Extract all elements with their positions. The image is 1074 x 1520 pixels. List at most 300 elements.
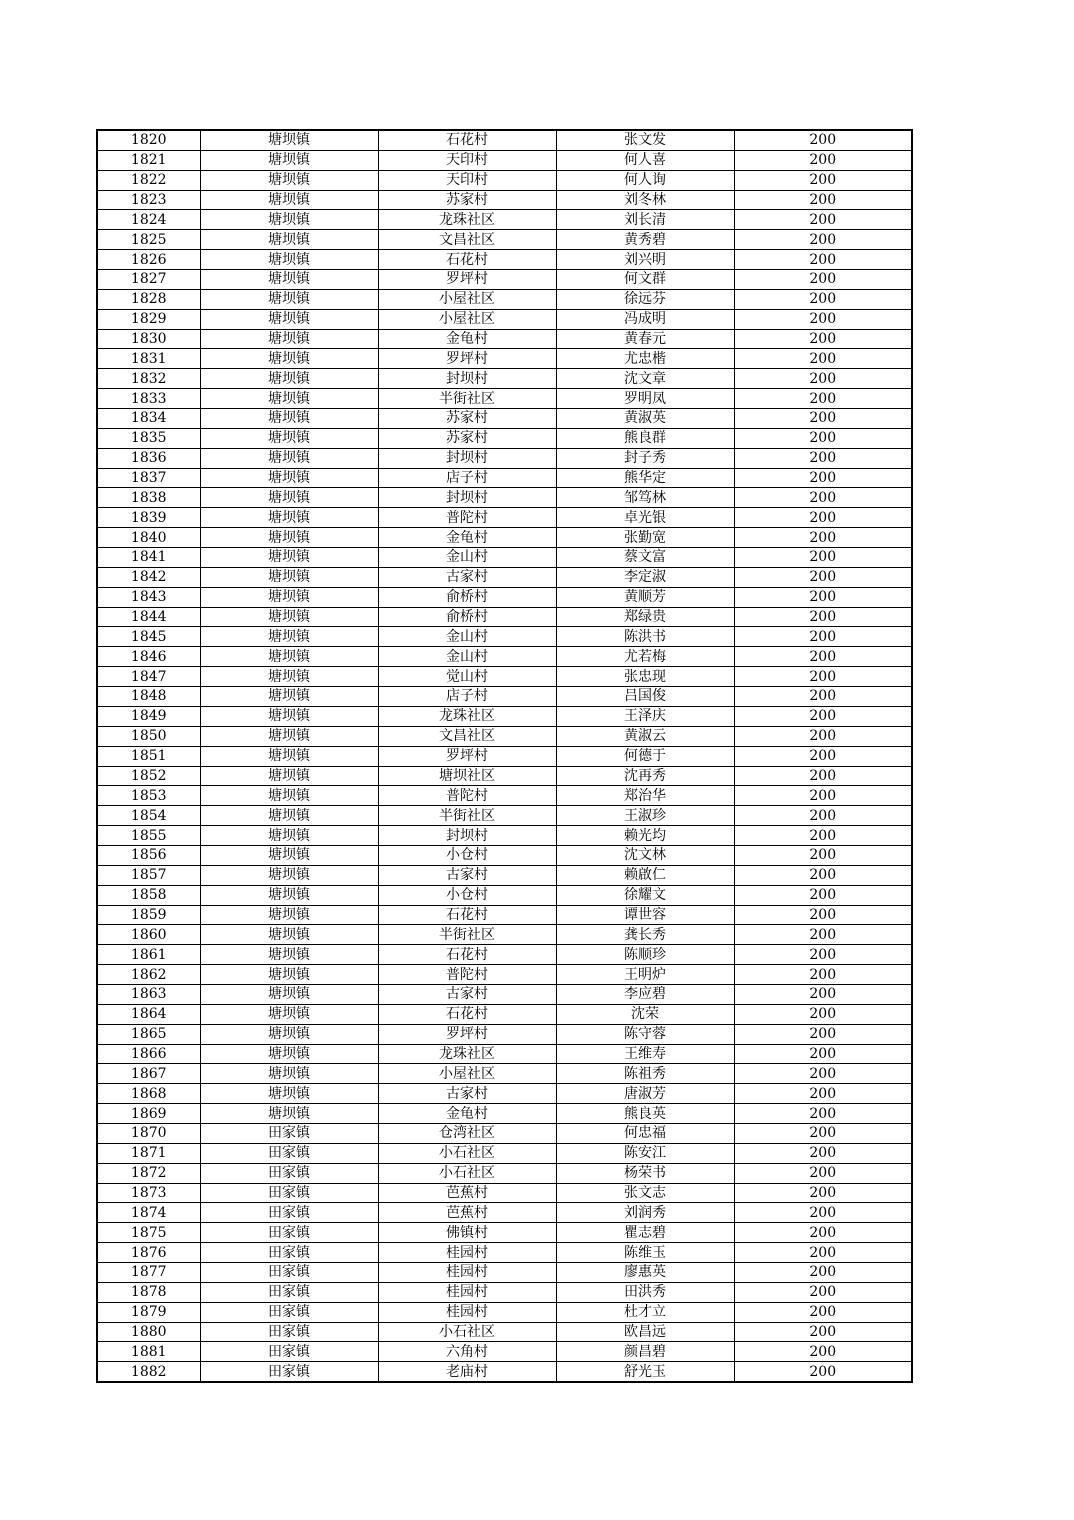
- name-cell: 黄淑云: [556, 726, 734, 746]
- table-row: [97, 885, 912, 905]
- row-number-cell: 1831: [97, 349, 200, 369]
- town-cell: 塘坝镇: [200, 925, 378, 945]
- table-row: [97, 726, 912, 746]
- village-cell: 文昌社区: [378, 230, 556, 250]
- name-cell: 熊良群: [556, 428, 734, 448]
- table-row: [97, 190, 912, 210]
- village-cell: 文昌社区: [378, 726, 556, 746]
- table-row: [97, 1044, 912, 1064]
- amount-cell: 200: [734, 945, 912, 965]
- table-row: [97, 230, 912, 250]
- name-cell: 王维寿: [556, 1044, 734, 1064]
- table-row: [97, 1223, 912, 1243]
- name-cell: 刘冬林: [556, 190, 734, 210]
- village-cell: 塘坝社区: [378, 766, 556, 786]
- town-cell: 塘坝镇: [200, 230, 378, 250]
- name-cell: 张勤宽: [556, 528, 734, 548]
- village-cell: 小屋社区: [378, 1064, 556, 1084]
- name-cell: 何人喜: [556, 150, 734, 170]
- table-row: [97, 389, 912, 409]
- amount-cell: 200: [734, 548, 912, 568]
- amount-cell: 200: [734, 1282, 912, 1302]
- village-cell: 仓湾社区: [378, 1123, 556, 1143]
- name-cell: 沈文林: [556, 845, 734, 865]
- village-cell: 封坝村: [378, 448, 556, 468]
- row-number-cell: 1847: [97, 667, 200, 687]
- town-cell: 塘坝镇: [200, 567, 378, 587]
- table-row: [97, 806, 912, 826]
- row-number-cell: 1824: [97, 210, 200, 230]
- name-cell: 李定淑: [556, 567, 734, 587]
- name-cell: 张文志: [556, 1183, 734, 1203]
- row-number-cell: 1838: [97, 488, 200, 508]
- row-number-cell: 1882: [97, 1362, 200, 1382]
- amount-cell: 200: [734, 1223, 912, 1243]
- village-cell: 小石社区: [378, 1322, 556, 1342]
- table-row: [97, 1203, 912, 1223]
- town-cell: 塘坝镇: [200, 627, 378, 647]
- village-cell: 半街社区: [378, 925, 556, 945]
- name-cell: 冯成明: [556, 309, 734, 329]
- row-number-cell: 1840: [97, 528, 200, 548]
- name-cell: 吕国俊: [556, 687, 734, 707]
- town-cell: 塘坝镇: [200, 826, 378, 846]
- table-row: [97, 548, 912, 568]
- village-cell: 封坝村: [378, 826, 556, 846]
- name-cell: 瞿志碧: [556, 1223, 734, 1243]
- village-cell: 半街社区: [378, 806, 556, 826]
- amount-cell: 200: [734, 845, 912, 865]
- amount-cell: 200: [734, 190, 912, 210]
- row-number-cell: 1864: [97, 1004, 200, 1024]
- village-cell: 封坝村: [378, 488, 556, 508]
- town-cell: 塘坝镇: [200, 786, 378, 806]
- village-cell: 小石社区: [378, 1163, 556, 1183]
- village-cell: 石花村: [378, 905, 556, 925]
- name-cell: 舒光玉: [556, 1362, 734, 1382]
- village-cell: 金龟村: [378, 1104, 556, 1124]
- name-cell: 熊良英: [556, 1104, 734, 1124]
- amount-cell: 200: [734, 1143, 912, 1163]
- name-cell: 王泽庆: [556, 706, 734, 726]
- town-cell: 田家镇: [200, 1143, 378, 1163]
- row-number-cell: 1845: [97, 627, 200, 647]
- amount-cell: 200: [734, 130, 912, 150]
- name-cell: 卓光银: [556, 508, 734, 528]
- name-cell: 欧昌远: [556, 1322, 734, 1342]
- name-cell: 黄秀碧: [556, 230, 734, 250]
- table-row: [97, 945, 912, 965]
- town-cell: 塘坝镇: [200, 349, 378, 369]
- town-cell: 塘坝镇: [200, 1084, 378, 1104]
- table-row: [97, 270, 912, 290]
- amount-cell: 200: [734, 826, 912, 846]
- table-row: [97, 567, 912, 587]
- row-number-cell: 1832: [97, 369, 200, 389]
- village-cell: 小仓村: [378, 845, 556, 865]
- town-cell: 塘坝镇: [200, 865, 378, 885]
- village-cell: 龙珠社区: [378, 706, 556, 726]
- village-cell: 金龟村: [378, 528, 556, 548]
- row-number-cell: 1881: [97, 1342, 200, 1362]
- table-row: [97, 607, 912, 627]
- amount-cell: 200: [734, 786, 912, 806]
- row-number-cell: 1877: [97, 1262, 200, 1282]
- amount-cell: 200: [734, 1123, 912, 1143]
- town-cell: 塘坝镇: [200, 806, 378, 826]
- village-cell: 六角村: [378, 1342, 556, 1362]
- name-cell: 徐耀文: [556, 885, 734, 905]
- row-number-cell: 1874: [97, 1203, 200, 1223]
- row-number-cell: 1841: [97, 548, 200, 568]
- village-cell: 龙珠社区: [378, 210, 556, 230]
- town-cell: 塘坝镇: [200, 845, 378, 865]
- town-cell: 塘坝镇: [200, 746, 378, 766]
- village-cell: 俞桥村: [378, 607, 556, 627]
- amount-cell: 200: [734, 289, 912, 309]
- table-row: [97, 766, 912, 786]
- name-cell: 田洪秀: [556, 1282, 734, 1302]
- amount-cell: 200: [734, 409, 912, 429]
- table-row: [97, 746, 912, 766]
- table-row: [97, 965, 912, 985]
- table-row: [97, 448, 912, 468]
- row-number-cell: 1843: [97, 587, 200, 607]
- village-cell: 罗坪村: [378, 1024, 556, 1044]
- name-cell: 沈荣: [556, 1004, 734, 1024]
- row-number-cell: 1870: [97, 1123, 200, 1143]
- town-cell: 塘坝镇: [200, 548, 378, 568]
- table-row: [97, 468, 912, 488]
- row-number-cell: 1839: [97, 508, 200, 528]
- village-cell: 天印村: [378, 150, 556, 170]
- amount-cell: 200: [734, 1064, 912, 1084]
- village-cell: 小仓村: [378, 885, 556, 905]
- row-number-cell: 1835: [97, 428, 200, 448]
- amount-cell: 200: [734, 329, 912, 349]
- town-cell: 塘坝镇: [200, 647, 378, 667]
- table-row: [97, 1362, 912, 1382]
- town-cell: 塘坝镇: [200, 309, 378, 329]
- table-row: [97, 1024, 912, 1044]
- town-cell: 塘坝镇: [200, 428, 378, 448]
- row-number-cell: 1830: [97, 329, 200, 349]
- amount-cell: 200: [734, 726, 912, 746]
- town-cell: 塘坝镇: [200, 1104, 378, 1124]
- row-number-cell: 1876: [97, 1243, 200, 1263]
- village-cell: 觉山村: [378, 667, 556, 687]
- name-cell: 尤若梅: [556, 647, 734, 667]
- row-number-cell: 1875: [97, 1223, 200, 1243]
- village-cell: 古家村: [378, 567, 556, 587]
- table-row: [97, 905, 912, 925]
- amount-cell: 200: [734, 1302, 912, 1322]
- name-cell: 陈顺珍: [556, 945, 734, 965]
- village-cell: 芭蕉村: [378, 1183, 556, 1203]
- town-cell: 塘坝镇: [200, 369, 378, 389]
- row-number-cell: 1850: [97, 726, 200, 746]
- town-cell: 塘坝镇: [200, 726, 378, 746]
- amount-cell: 200: [734, 1183, 912, 1203]
- village-cell: 普陀村: [378, 508, 556, 528]
- town-cell: 塘坝镇: [200, 508, 378, 528]
- table-row: [97, 984, 912, 1004]
- town-cell: 田家镇: [200, 1322, 378, 1342]
- name-cell: 陈守蓉: [556, 1024, 734, 1044]
- town-cell: 塘坝镇: [200, 1064, 378, 1084]
- village-cell: 佛镇村: [378, 1223, 556, 1243]
- town-cell: 塘坝镇: [200, 1004, 378, 1024]
- amount-cell: 200: [734, 508, 912, 528]
- town-cell: 塘坝镇: [200, 409, 378, 429]
- amount-cell: 200: [734, 865, 912, 885]
- village-cell: 半街社区: [378, 389, 556, 409]
- village-cell: 芭蕉村: [378, 1203, 556, 1223]
- village-cell: 苏家村: [378, 409, 556, 429]
- town-cell: 塘坝镇: [200, 945, 378, 965]
- row-number-cell: 1863: [97, 984, 200, 1004]
- village-cell: 封坝村: [378, 369, 556, 389]
- name-cell: 王明炉: [556, 965, 734, 985]
- table-row: [97, 1104, 912, 1124]
- town-cell: 塘坝镇: [200, 270, 378, 290]
- name-cell: 何文群: [556, 270, 734, 290]
- amount-cell: 200: [734, 230, 912, 250]
- village-cell: 天印村: [378, 170, 556, 190]
- name-cell: 黄春元: [556, 329, 734, 349]
- village-cell: 桂园村: [378, 1302, 556, 1322]
- amount-cell: 200: [734, 1243, 912, 1263]
- amount-cell: 200: [734, 984, 912, 1004]
- village-cell: 古家村: [378, 1084, 556, 1104]
- table-row: [97, 1243, 912, 1263]
- village-cell: 龙珠社区: [378, 1044, 556, 1064]
- name-cell: 郑治华: [556, 786, 734, 806]
- amount-cell: 200: [734, 448, 912, 468]
- town-cell: 塘坝镇: [200, 130, 378, 150]
- town-cell: 田家镇: [200, 1163, 378, 1183]
- village-cell: 小屋社区: [378, 309, 556, 329]
- amount-cell: 200: [734, 210, 912, 230]
- row-number-cell: 1860: [97, 925, 200, 945]
- table-row: [97, 1322, 912, 1342]
- village-cell: 石花村: [378, 1004, 556, 1024]
- name-cell: 刘兴明: [556, 250, 734, 270]
- name-cell: 赖光均: [556, 826, 734, 846]
- table-row: [97, 1342, 912, 1362]
- village-cell: 古家村: [378, 865, 556, 885]
- name-cell: 陈洪书: [556, 627, 734, 647]
- row-number-cell: 1865: [97, 1024, 200, 1044]
- name-cell: 封子秀: [556, 448, 734, 468]
- table-row: [97, 1302, 912, 1322]
- amount-cell: 200: [734, 647, 912, 667]
- amount-cell: 200: [734, 1362, 912, 1382]
- row-number-cell: 1825: [97, 230, 200, 250]
- table-row: [97, 587, 912, 607]
- name-cell: 杨荣书: [556, 1163, 734, 1183]
- town-cell: 田家镇: [200, 1203, 378, 1223]
- town-cell: 塘坝镇: [200, 150, 378, 170]
- row-number-cell: 1862: [97, 965, 200, 985]
- name-cell: 邹笃林: [556, 488, 734, 508]
- name-cell: 唐淑芳: [556, 1084, 734, 1104]
- village-cell: 店子村: [378, 687, 556, 707]
- village-cell: 苏家村: [378, 190, 556, 210]
- village-cell: 普陀村: [378, 965, 556, 985]
- row-number-cell: 1871: [97, 1143, 200, 1163]
- town-cell: 塘坝镇: [200, 905, 378, 925]
- table-row: [97, 210, 912, 230]
- town-cell: 田家镇: [200, 1362, 378, 1382]
- row-number-cell: 1837: [97, 468, 200, 488]
- table-row: [97, 1262, 912, 1282]
- row-number-cell: 1872: [97, 1163, 200, 1183]
- name-cell: 沈再秀: [556, 766, 734, 786]
- name-cell: 郑绿贵: [556, 607, 734, 627]
- town-cell: 塘坝镇: [200, 687, 378, 707]
- amount-cell: 200: [734, 488, 912, 508]
- row-number-cell: 1844: [97, 607, 200, 627]
- name-cell: 徐远芬: [556, 289, 734, 309]
- town-cell: 田家镇: [200, 1262, 378, 1282]
- row-number-cell: 1834: [97, 409, 200, 429]
- row-number-cell: 1857: [97, 865, 200, 885]
- name-cell: 杜才立: [556, 1302, 734, 1322]
- table-row: [97, 428, 912, 448]
- table-row: [97, 1084, 912, 1104]
- amount-cell: 200: [734, 1004, 912, 1024]
- village-cell: 金龟村: [378, 329, 556, 349]
- table-row: [97, 706, 912, 726]
- row-number-cell: 1878: [97, 1282, 200, 1302]
- row-number-cell: 1880: [97, 1322, 200, 1342]
- name-cell: 熊华定: [556, 468, 734, 488]
- row-number-cell: 1859: [97, 905, 200, 925]
- table-row: [97, 170, 912, 190]
- amount-cell: 200: [734, 687, 912, 707]
- name-cell: 尤忠楷: [556, 349, 734, 369]
- row-number-cell: 1846: [97, 647, 200, 667]
- table-row: [97, 826, 912, 846]
- amount-cell: 200: [734, 607, 912, 627]
- amount-cell: 200: [734, 925, 912, 945]
- row-number-cell: 1833: [97, 389, 200, 409]
- village-cell: 老庙村: [378, 1362, 556, 1382]
- town-cell: 塘坝镇: [200, 1024, 378, 1044]
- name-cell: 黄顺芳: [556, 587, 734, 607]
- table-row: [97, 865, 912, 885]
- table-row: [97, 627, 912, 647]
- town-cell: 田家镇: [200, 1243, 378, 1263]
- amount-cell: 200: [734, 1044, 912, 1064]
- town-cell: 塘坝镇: [200, 170, 378, 190]
- town-cell: 塘坝镇: [200, 329, 378, 349]
- village-cell: 金山村: [378, 647, 556, 667]
- amount-cell: 200: [734, 1163, 912, 1183]
- village-cell: 金山村: [378, 548, 556, 568]
- table-row: [97, 1183, 912, 1203]
- village-cell: 桂园村: [378, 1262, 556, 1282]
- town-cell: 塘坝镇: [200, 448, 378, 468]
- name-cell: 蔡文富: [556, 548, 734, 568]
- amount-cell: 200: [734, 905, 912, 925]
- row-number-cell: 1854: [97, 806, 200, 826]
- village-cell: 罗坪村: [378, 270, 556, 290]
- town-cell: 塘坝镇: [200, 289, 378, 309]
- amount-cell: 200: [734, 587, 912, 607]
- row-number-cell: 1866: [97, 1044, 200, 1064]
- town-cell: 塘坝镇: [200, 885, 378, 905]
- town-cell: 塘坝镇: [200, 965, 378, 985]
- amount-cell: 200: [734, 428, 912, 448]
- row-number-cell: 1873: [97, 1183, 200, 1203]
- town-cell: 塘坝镇: [200, 706, 378, 726]
- town-cell: 塘坝镇: [200, 389, 378, 409]
- amount-cell: 200: [734, 309, 912, 329]
- amount-cell: 200: [734, 1084, 912, 1104]
- town-cell: 塘坝镇: [200, 607, 378, 627]
- row-number-cell: 1851: [97, 746, 200, 766]
- name-cell: 罗明凤: [556, 389, 734, 409]
- table-row: [97, 289, 912, 309]
- row-number-cell: 1836: [97, 448, 200, 468]
- amount-cell: 200: [734, 1322, 912, 1342]
- village-cell: 石花村: [378, 945, 556, 965]
- row-number-cell: 1869: [97, 1104, 200, 1124]
- town-cell: 塘坝镇: [200, 528, 378, 548]
- row-number-cell: 1826: [97, 250, 200, 270]
- table-row: [97, 488, 912, 508]
- table-row: [97, 329, 912, 349]
- row-number-cell: 1827: [97, 270, 200, 290]
- village-cell: 金山村: [378, 627, 556, 647]
- row-number-cell: 1842: [97, 567, 200, 587]
- amount-cell: 200: [734, 885, 912, 905]
- row-number-cell: 1868: [97, 1084, 200, 1104]
- village-cell: 小屋社区: [378, 289, 556, 309]
- name-cell: 王淑珍: [556, 806, 734, 826]
- row-number-cell: 1828: [97, 289, 200, 309]
- table-row: [97, 687, 912, 707]
- row-number-cell: 1856: [97, 845, 200, 865]
- village-cell: 普陀村: [378, 786, 556, 806]
- row-number-cell: 1849: [97, 706, 200, 726]
- name-cell: 龚长秀: [556, 925, 734, 945]
- town-cell: 塘坝镇: [200, 766, 378, 786]
- table-row: [97, 1163, 912, 1183]
- town-cell: 田家镇: [200, 1302, 378, 1322]
- town-cell: 田家镇: [200, 1342, 378, 1362]
- name-cell: 陈维玉: [556, 1243, 734, 1263]
- table-row: [97, 647, 912, 667]
- row-number-cell: 1853: [97, 786, 200, 806]
- village-cell: 石花村: [378, 250, 556, 270]
- table-row: [97, 925, 912, 945]
- amount-cell: 200: [734, 170, 912, 190]
- table-row: [97, 130, 912, 150]
- row-number-cell: 1858: [97, 885, 200, 905]
- table-row: [97, 150, 912, 170]
- table-row: [97, 508, 912, 528]
- town-cell: 塘坝镇: [200, 667, 378, 687]
- table-row: [97, 845, 912, 865]
- village-cell: 俞桥村: [378, 587, 556, 607]
- amount-cell: 200: [734, 369, 912, 389]
- amount-cell: 200: [734, 766, 912, 786]
- name-cell: 刘润秀: [556, 1203, 734, 1223]
- town-cell: 田家镇: [200, 1282, 378, 1302]
